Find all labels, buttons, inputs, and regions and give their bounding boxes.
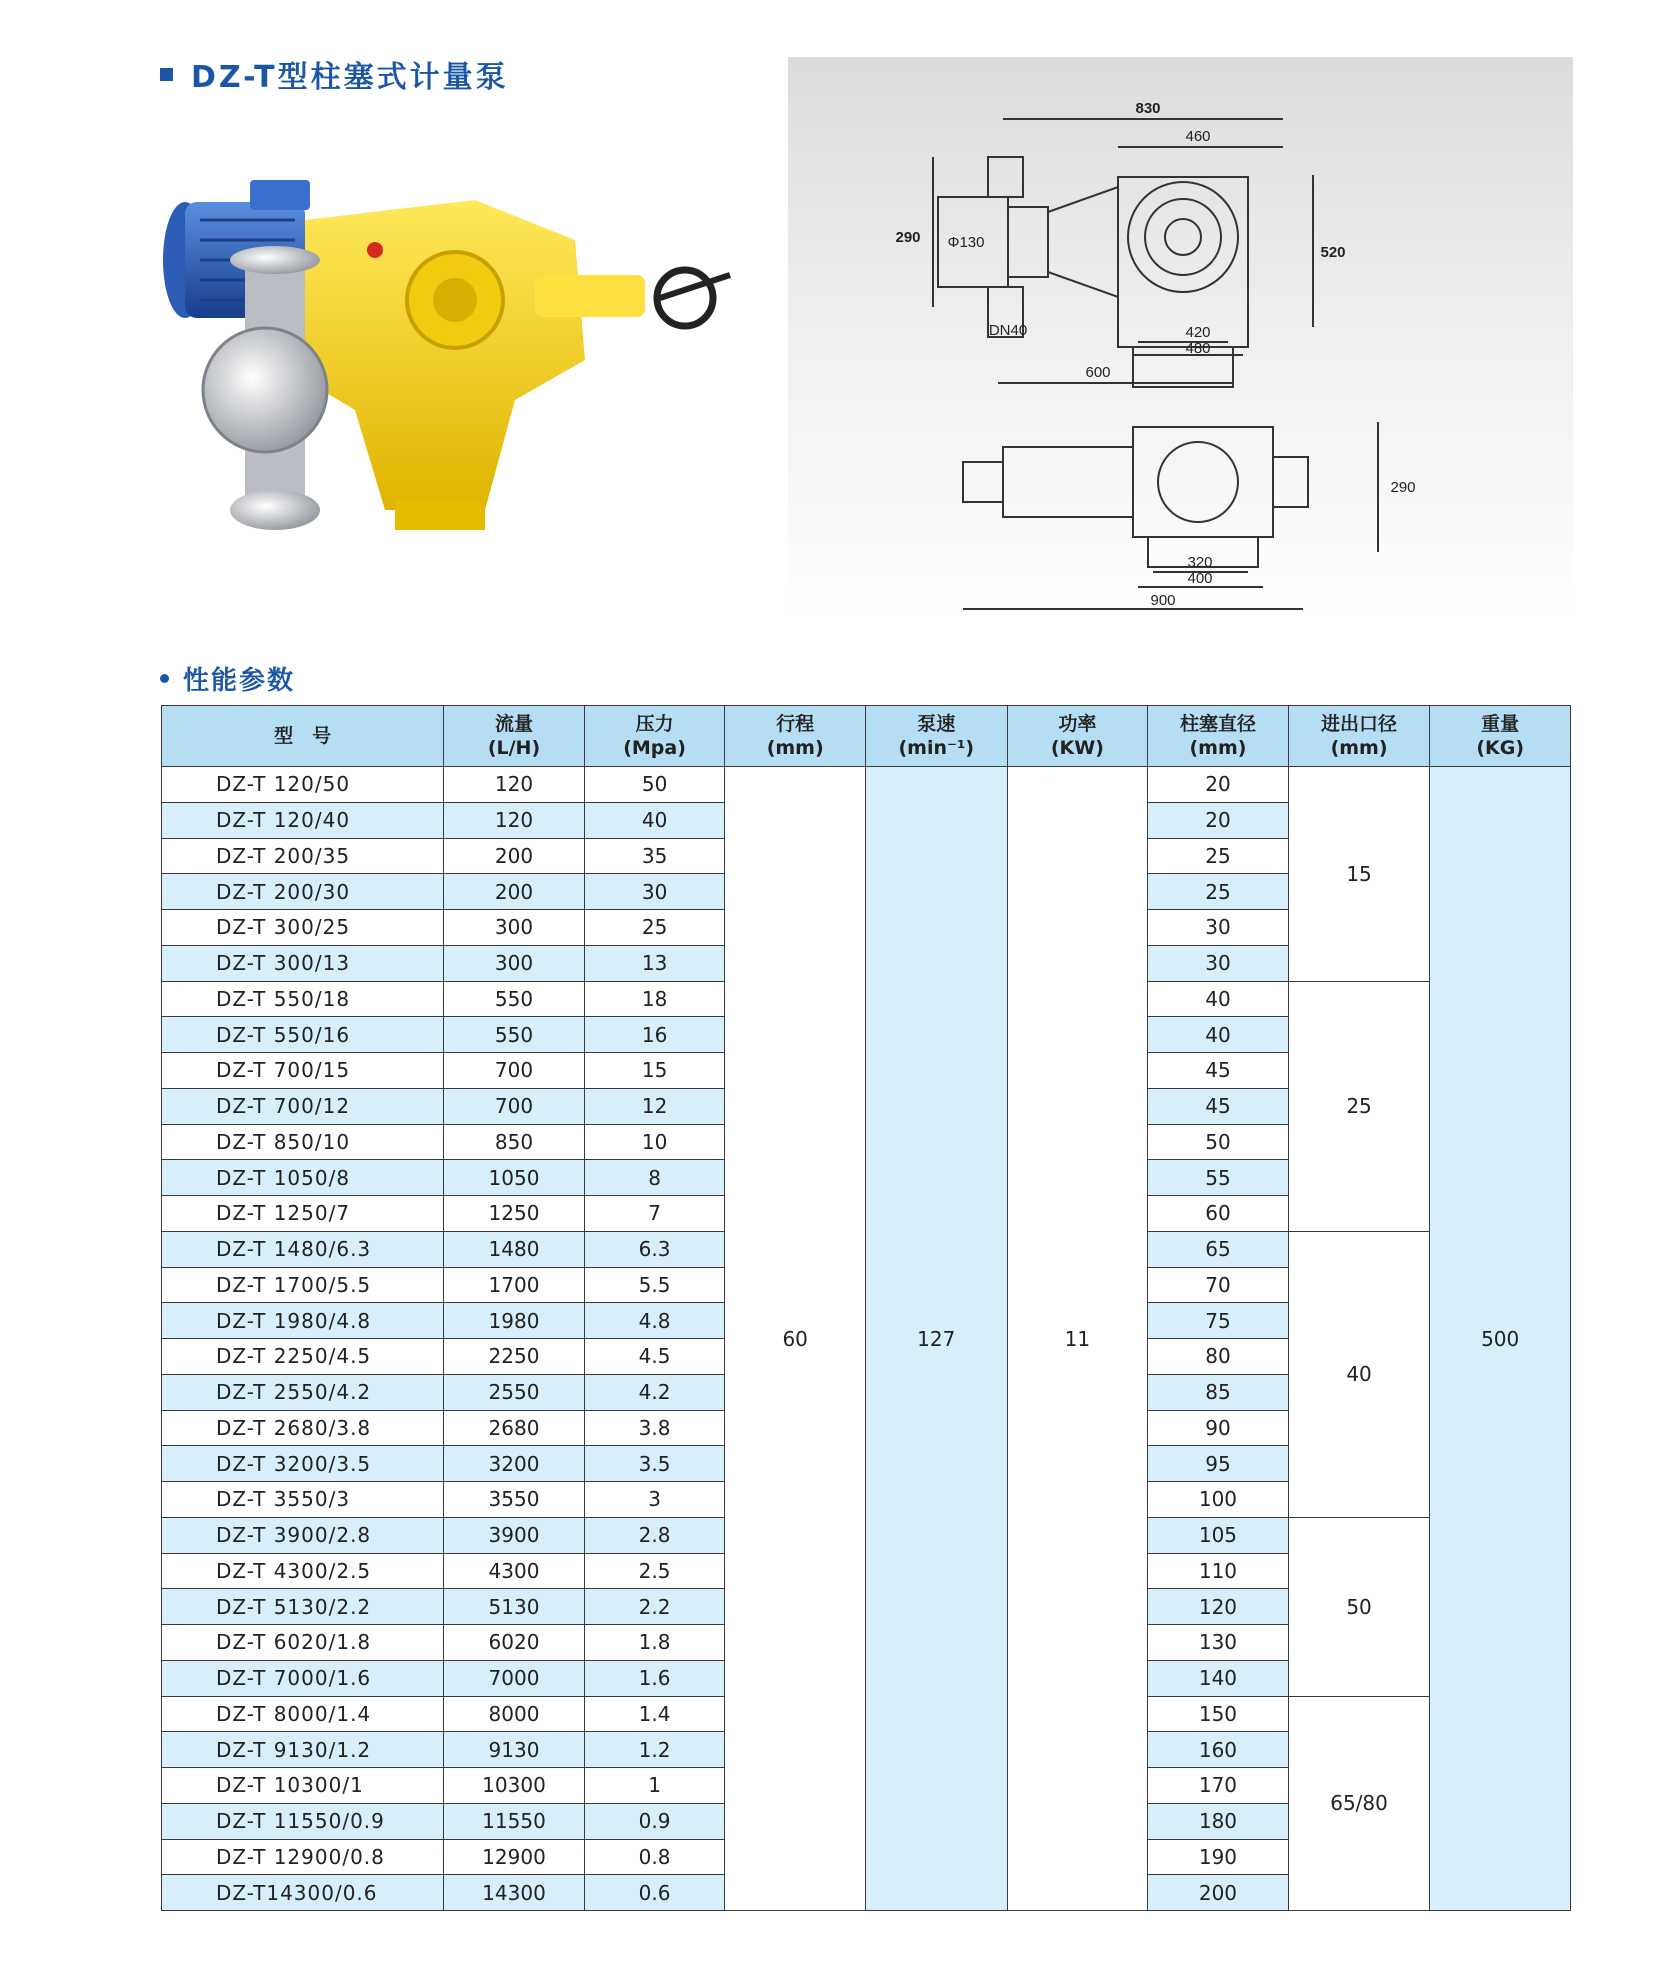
cell-flow: 1250 — [444, 1196, 585, 1232]
header-stroke: 行程 (mm) — [725, 706, 866, 767]
cell-pressure: 1.4 — [584, 1696, 725, 1732]
cell-plunger-dia: 20 — [1148, 802, 1289, 838]
cell-pressure: 6.3 — [584, 1231, 725, 1267]
cell-plunger-dia: 75 — [1148, 1303, 1289, 1339]
header-pressure: 压力 (Mpa) — [584, 706, 725, 767]
cell-pressure: 0.9 — [584, 1803, 725, 1839]
cell-flow: 9130 — [444, 1732, 585, 1768]
cell-plunger-dia: 180 — [1148, 1803, 1289, 1839]
cell-pressure: 4.8 — [584, 1303, 725, 1339]
cell-plunger-dia: 80 — [1148, 1339, 1289, 1375]
cell-pressure: 3.8 — [584, 1410, 725, 1446]
dim-290-top: 290 — [895, 229, 921, 246]
cell-flow: 1480 — [444, 1231, 585, 1267]
cell-flow: 1980 — [444, 1303, 585, 1339]
cell-model: DZ-T 850/10 — [162, 1124, 444, 1160]
cell-port-size: 50 — [1288, 1517, 1430, 1696]
cell-plunger-dia: 170 — [1148, 1768, 1289, 1804]
cell-pressure: 1.8 — [584, 1625, 725, 1661]
spec-table — [161, 705, 1571, 1911]
table-body — [162, 767, 1571, 1911]
cell-pressure: 50 — [584, 767, 725, 803]
cell-stroke: 60 — [725, 767, 866, 1911]
cell-pressure: 8 — [584, 1160, 725, 1196]
section-heading-text: 性能参数 — [183, 666, 296, 696]
cell-model: DZ-T 200/30 — [162, 874, 444, 910]
cell-flow: 300 — [444, 945, 585, 981]
cell-port-size: 15 — [1288, 767, 1430, 982]
cell-plunger-dia: 50 — [1148, 1124, 1289, 1160]
cell-model: DZ-T 2680/3.8 — [162, 1410, 444, 1446]
cell-plunger-dia: 90 — [1148, 1410, 1289, 1446]
cell-model: DZ-T 300/25 — [162, 910, 444, 946]
header-port-size: 进出口径 (mm) — [1288, 706, 1430, 767]
cell-flow: 10300 — [444, 1768, 585, 1804]
cell-model: DZ-T 7000/1.6 — [162, 1660, 444, 1696]
cell-model: DZ-T 200/35 — [162, 838, 444, 874]
cell-flow: 4300 — [444, 1553, 585, 1589]
cell-flow: 850 — [444, 1124, 585, 1160]
cell-flow: 120 — [444, 802, 585, 838]
cell-pressure: 12 — [584, 1088, 725, 1124]
cell-model: DZ-T 1700/5.5 — [162, 1267, 444, 1303]
cell-pressure: 5.5 — [584, 1267, 725, 1303]
cell-flow: 300 — [444, 910, 585, 946]
cell-flow: 12900 — [444, 1839, 585, 1875]
cell-model: DZ-T 3550/3 — [162, 1482, 444, 1518]
dim-420: 420 — [1185, 324, 1211, 341]
cell-flow: 14300 — [444, 1875, 585, 1911]
cell-flow: 200 — [444, 838, 585, 874]
cell-pressure: 4.5 — [584, 1339, 725, 1375]
cell-plunger-dia: 40 — [1148, 981, 1289, 1017]
dim-phi130: Φ130 — [947, 234, 985, 251]
cell-port-size: 25 — [1288, 981, 1430, 1231]
cell-model: DZ-T 1250/7 — [162, 1196, 444, 1232]
cell-pressure: 10 — [584, 1124, 725, 1160]
cell-plunger-dia: 40 — [1148, 1017, 1289, 1053]
cell-flow: 700 — [444, 1053, 585, 1089]
cell-flow: 1700 — [444, 1267, 585, 1303]
cell-pressure: 25 — [584, 910, 725, 946]
dim-520: 520 — [1320, 244, 1346, 261]
cell-model: DZ-T 120/40 — [162, 802, 444, 838]
dim-900: 900 — [1150, 592, 1176, 609]
cell-pressure: 13 — [584, 945, 725, 981]
cell-plunger-dia: 25 — [1148, 874, 1289, 910]
cell-pressure: 30 — [584, 874, 725, 910]
cell-flow: 550 — [444, 981, 585, 1017]
header-flow: 流量 (L/H) — [444, 706, 585, 767]
cell-plunger-dia: 45 — [1148, 1053, 1289, 1089]
cell-power: 11 — [1007, 767, 1148, 1911]
cell-plunger-dia: 200 — [1148, 1875, 1289, 1911]
cell-pressure: 7 — [584, 1196, 725, 1232]
dimension-drawing-panel — [788, 57, 1573, 617]
cell-pressure: 1 — [584, 1768, 725, 1804]
cell-model: DZ-T 5130/2.2 — [162, 1589, 444, 1625]
cell-pressure: 3 — [584, 1482, 725, 1518]
cell-pressure: 2.8 — [584, 1517, 725, 1553]
cell-flow: 7000 — [444, 1660, 585, 1696]
cell-plunger-dia: 140 — [1148, 1660, 1289, 1696]
cell-model: DZ-T 1480/6.3 — [162, 1231, 444, 1267]
cell-model: DZ-T 9130/1.2 — [162, 1732, 444, 1768]
cell-flow: 8000 — [444, 1696, 585, 1732]
cell-pressure: 2.5 — [584, 1553, 725, 1589]
cell-model: DZ-T 550/18 — [162, 981, 444, 1017]
cell-plunger-dia: 130 — [1148, 1625, 1289, 1661]
cell-model: DZ-T 1980/4.8 — [162, 1303, 444, 1339]
cell-plunger-dia: 120 — [1148, 1589, 1289, 1625]
cell-pressure: 3.5 — [584, 1446, 725, 1482]
cell-model: DZ-T 2250/4.5 — [162, 1339, 444, 1375]
title-square-icon — [160, 68, 173, 81]
cell-plunger-dia: 25 — [1148, 838, 1289, 874]
cell-flow: 700 — [444, 1088, 585, 1124]
cell-model: DZ-T 8000/1.4 — [162, 1696, 444, 1732]
pump-photo — [155, 180, 735, 560]
header-power: 功率 (KW) — [1007, 706, 1148, 767]
cell-plunger-dia: 95 — [1148, 1446, 1289, 1482]
cell-model: DZ-T 4300/2.5 — [162, 1553, 444, 1589]
page-title — [160, 52, 509, 96]
cell-flow: 5130 — [444, 1589, 585, 1625]
cell-plunger-dia: 160 — [1148, 1732, 1289, 1768]
cell-flow: 120 — [444, 767, 585, 803]
cell-plunger-dia: 20 — [1148, 767, 1289, 803]
cell-model: DZ-T14300/0.6 — [162, 1875, 444, 1911]
dim-830: 830 — [1135, 100, 1161, 117]
cell-plunger-dia: 65 — [1148, 1231, 1289, 1267]
bullet-dot-icon — [160, 674, 169, 683]
cell-model: DZ-T 12900/0.8 — [162, 1839, 444, 1875]
cell-model: DZ-T 300/13 — [162, 945, 444, 981]
cell-flow: 3900 — [444, 1517, 585, 1553]
cell-flow: 2550 — [444, 1374, 585, 1410]
cell-plunger-dia: 110 — [1148, 1553, 1289, 1589]
page-title-text: DZ-T型柱塞式计量泵 — [191, 60, 509, 95]
cell-model: DZ-T 1050/8 — [162, 1160, 444, 1196]
section-heading — [160, 660, 295, 697]
cell-pressure: 1.6 — [584, 1660, 725, 1696]
cell-model: DZ-T 550/16 — [162, 1017, 444, 1053]
table-header-row — [162, 706, 1571, 767]
cell-pressure: 0.8 — [584, 1839, 725, 1875]
cell-flow: 1050 — [444, 1160, 585, 1196]
cell-plunger-dia: 150 — [1148, 1696, 1289, 1732]
table-row — [162, 767, 1571, 803]
cell-pressure: 40 — [584, 802, 725, 838]
header-model: 型 号 — [162, 706, 444, 767]
dimension-drawing — [788, 57, 1573, 617]
dim-290-bottom: 290 — [1390, 479, 1416, 496]
cell-plunger-dia: 30 — [1148, 945, 1289, 981]
header-plunger-dia: 柱塞直径 (mm) — [1148, 706, 1289, 767]
cell-flow: 11550 — [444, 1803, 585, 1839]
cell-plunger-dia: 70 — [1148, 1267, 1289, 1303]
cell-pressure: 15 — [584, 1053, 725, 1089]
cell-flow: 6020 — [444, 1625, 585, 1661]
cell-plunger-dia: 190 — [1148, 1839, 1289, 1875]
cell-plunger-dia: 60 — [1148, 1196, 1289, 1232]
cell-flow: 2680 — [444, 1410, 585, 1446]
header-weight: 重量 (KG) — [1430, 706, 1571, 767]
cell-flow: 550 — [444, 1017, 585, 1053]
cell-port-size: 40 — [1288, 1231, 1430, 1517]
cell-pressure: 4.2 — [584, 1374, 725, 1410]
cell-pressure: 16 — [584, 1017, 725, 1053]
cell-plunger-dia: 45 — [1148, 1088, 1289, 1124]
cell-flow: 200 — [444, 874, 585, 910]
header-speed: 泵速 (min⁻¹) — [865, 706, 1007, 767]
cell-plunger-dia: 85 — [1148, 1374, 1289, 1410]
dim-400: 400 — [1187, 570, 1213, 587]
cell-plunger-dia: 105 — [1148, 1517, 1289, 1553]
dim-480: 480 — [1185, 340, 1211, 357]
cell-plunger-dia: 55 — [1148, 1160, 1289, 1196]
cell-speed: 127 — [865, 767, 1007, 1911]
cell-flow: 2250 — [444, 1339, 585, 1375]
dim-dn40: DN40 — [988, 322, 1028, 339]
cell-plunger-dia: 100 — [1148, 1482, 1289, 1518]
cell-pressure: 35 — [584, 838, 725, 874]
cell-model: DZ-T 2550/4.2 — [162, 1374, 444, 1410]
cell-flow: 3200 — [444, 1446, 585, 1482]
cell-model: DZ-T 700/12 — [162, 1088, 444, 1124]
cell-model: DZ-T 3200/3.5 — [162, 1446, 444, 1482]
cell-model: DZ-T 700/15 — [162, 1053, 444, 1089]
cell-plunger-dia: 30 — [1148, 910, 1289, 946]
cell-model: DZ-T 6020/1.8 — [162, 1625, 444, 1661]
cell-port-size: 65/80 — [1288, 1696, 1430, 1911]
cell-weight: 500 — [1430, 767, 1571, 1911]
cell-model: DZ-T 11550/0.9 — [162, 1803, 444, 1839]
dim-460: 460 — [1185, 128, 1211, 145]
cell-model: DZ-T 10300/1 — [162, 1768, 444, 1804]
cell-pressure: 0.6 — [584, 1875, 725, 1911]
cell-model: DZ-T 120/50 — [162, 767, 444, 803]
cell-pressure: 18 — [584, 981, 725, 1017]
cell-flow: 3550 — [444, 1482, 585, 1518]
cell-pressure: 1.2 — [584, 1732, 725, 1768]
cell-pressure: 2.2 — [584, 1589, 725, 1625]
dim-320: 320 — [1187, 554, 1213, 571]
cell-model: DZ-T 3900/2.8 — [162, 1517, 444, 1553]
dim-600: 600 — [1085, 364, 1111, 381]
